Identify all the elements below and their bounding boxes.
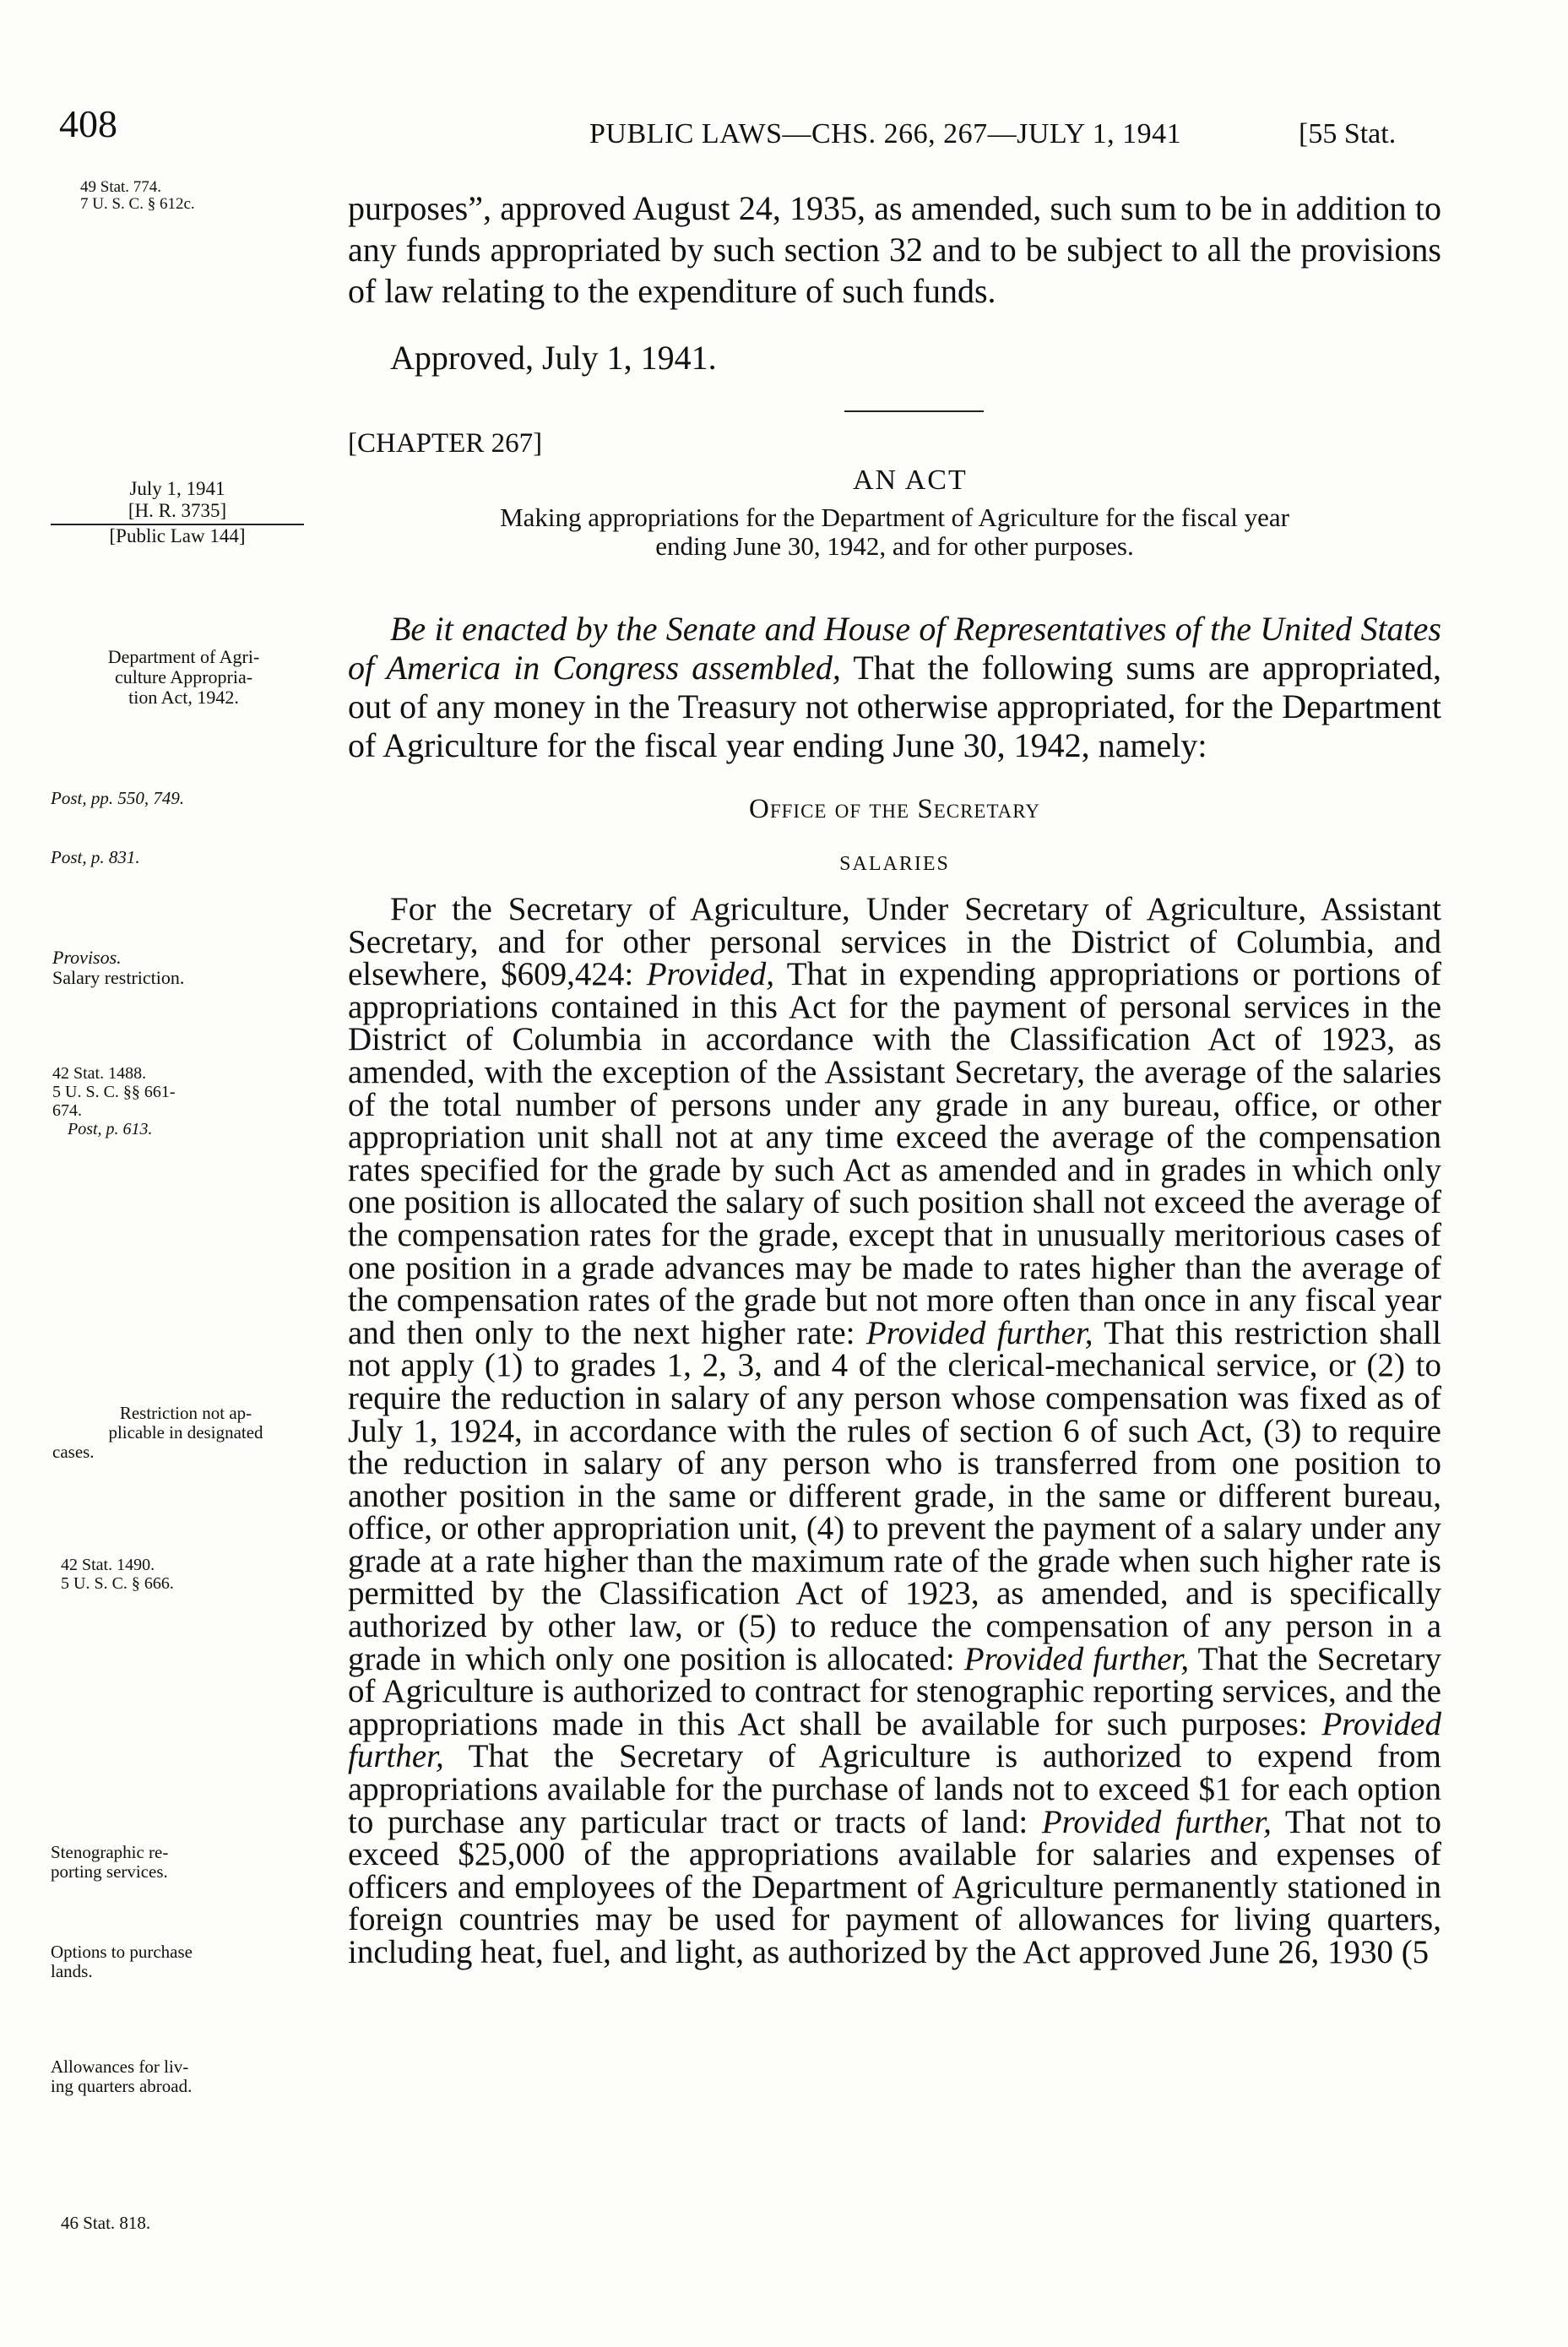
margin-note-line: Post, p. 613. — [68, 1120, 153, 1138]
margin-note-line: 5 U. S. C. §§ 661- — [52, 1083, 176, 1101]
volume-reference: [55 Stat. — [1299, 118, 1397, 149]
margin-note-line: 5 U. S. C. § 666. — [61, 1574, 174, 1593]
margin-restriction — [42, 1404, 329, 1462]
margin-citation-line: 49 Stat. 774. — [80, 178, 162, 196]
margin-citation-allowances: 46 Stat. 818. — [61, 2213, 151, 2233]
running-title: PUBLIC LAWS—CHS. 266, 267—JULY 1, 1941 — [589, 118, 1182, 149]
margin-note-line: culture Appropria- — [114, 666, 253, 687]
bill-number: [H. R. 3735] — [128, 500, 227, 521]
margin-note-line: Options to purchase — [51, 1942, 193, 1962]
proviso-phrase: Provided further, — [865, 1314, 1093, 1351]
margin-options — [51, 1942, 329, 1981]
proviso-phrase: Provided further, — [348, 1705, 1441, 1775]
salaries-heading: SALARIES — [839, 853, 950, 875]
margin-note-line: Restriction not ap- — [119, 1403, 252, 1423]
salaries-text: That the Secretary of Agriculture is authorized to expend from appropriations available for the purchase of lands not to exceed $1 for each option to purchase any particular tract or tracts of land: — [348, 1738, 1441, 1840]
margin-note-line: tion Act, 1942. — [128, 687, 239, 708]
margin-citation-top — [80, 179, 359, 213]
salaries-text: That the Secretary of Agriculture is authorized to contract for stenographic reporting services, and the appropriations made in this Act shall be available for such purposes: — [348, 1640, 1441, 1742]
margin-citation-line: 7 U. S. C. § 612c. — [80, 195, 195, 213]
chapter-divider — [844, 410, 984, 412]
enacting-formula: Be it enacted by the Senate and House of Representatives of the United States of America in Congress assembled, — [348, 610, 1441, 687]
margin-note-line: Post, pp. 550, 749. — [51, 788, 185, 808]
margin-note-line: ing quarters abroad. — [51, 2076, 193, 2096]
margin-citation-rules — [61, 1556, 339, 1593]
margin-note-line: Provisos. — [52, 947, 122, 968]
proviso-phrase: Provided, — [646, 956, 774, 993]
margin-note-line: plicable in designated — [108, 1422, 263, 1442]
enacting-clause — [348, 610, 1441, 765]
margin-citation-classification — [52, 1064, 331, 1138]
act-date: July 1, 1941 — [129, 478, 225, 499]
salaries-paragraph — [348, 891, 1441, 1970]
margin-post-1 — [51, 788, 329, 808]
margin-note-line: Salary restriction. — [52, 967, 185, 988]
previous-chapter-paragraph: purposes”, approved August 24, 1935, as amended, such sum to be in addition to any funds appropriated by such section 32 and to be subject to all the provisions of law relating to the expenditure of such funds. — [348, 189, 1441, 310]
margin-note-line: 674. — [52, 1101, 82, 1120]
margin-bill-info — [34, 478, 321, 547]
approval-line: Approved, July 1, 1941. — [390, 339, 717, 377]
margin-note-line: 42 Stat. 1488. — [52, 1064, 147, 1083]
chapter-label: [CHAPTER 267] — [348, 428, 543, 459]
margin-note-line: Allowances for liv- — [51, 2056, 189, 2077]
margin-note-line: Post, p. 831. — [51, 847, 140, 867]
purpose-line: Making appropriations for the Department of Agriculture for the fiscal year — [500, 503, 1289, 532]
act-heading: AN ACT — [853, 465, 968, 496]
page-number: 408 — [59, 102, 117, 145]
salaries-text: For the Secretary of Agriculture, Under Secretary of Agriculture, Assistant Secretary, and for other personal services in the District of Columbia, and elsewhere, $609,424: — [348, 891, 1441, 993]
margin-note-line: porting services. — [51, 1861, 168, 1882]
margin-note-line: Department of Agri- — [107, 646, 260, 667]
purpose-line: ending June 30, 1942, and for other purposes. — [655, 531, 1134, 561]
public-law-number: [Public Law 144] — [51, 524, 304, 547]
margin-act-name — [34, 647, 334, 708]
salaries-text: That this restriction shall not apply (1) to grades 1, 2, 3, and 4 of the clerical-mechanical service, or (2) to require the reduction in salary of any person whose compensation was fixed as of July 1, 1924, in accordance with the rules of section 6 of such Act, (3) to require the reduction in salary of any person who is transferred from one position to another position in the same or different grade, in the same or different bureau, office, or other appropriation unit, (4) to prevent the payment of a salary under any grade at a rate higher than the maximum rate of the grade when such higher rate is permitted by the Classification Act of 1923, as amended, and is specifically authorized by other law, or (5) to reduce the compensation of any person in a grade in which only one position is allocated: — [348, 1314, 1441, 1677]
act-purpose — [348, 503, 1441, 561]
margin-post-2 — [51, 847, 329, 867]
margin-stenographic — [51, 1843, 329, 1882]
margin-note-line: lands. — [51, 1961, 93, 1981]
proviso-phrase: Provided further, — [963, 1640, 1190, 1677]
enacting-text: That the following sums are appropriated, out of any money in the Treasury not otherwise appropriated, for the Department of Agriculture for the fiscal year ending June 30, 1942, namely: — [348, 649, 1441, 764]
salaries-text: That in expending appropriations or portions of appropriations contained in this Act for the payment of personal services in the District of Columbia in accordance with the Classification Act of 1923, as amended, with the exception of the Assistant Secretary, the average of the salaries of the total number of persons under any grade in any bureau, office, or other appropriation unit shall not at any time exceed the average of the compensation rates specified for the grade by such Act as amended and in grades in which only one position is allocated the salary of such position shall not exceed the average of the compensation rates for the grade, except that in unusually meritorious cases of one position in a grade advances may be made to rates higher than the average of the compensation rates of the grade but not more often than once in any fiscal year and then only to the next higher rate: — [348, 956, 1441, 1351]
margin-note-line: Stenographic re- — [51, 1842, 169, 1862]
margin-provisos — [52, 948, 331, 988]
proviso-phrase: Provided further, — [1041, 1803, 1272, 1840]
margin-note-line: cases. — [52, 1442, 95, 1462]
margin-note-line: 42 Stat. 1490. — [61, 1556, 155, 1574]
office-heading: Office of the Secretary — [749, 794, 1040, 824]
salaries-text: That not to exceed $25,000 of the appropriations available for salaries and expenses of officers and employees of the Department of Agriculture permanently stationed in foreign countries may be used for payment of allowances for living quarters, including heat, fuel, and light, as authorized by the Act approved June 26, 1930 (5 — [348, 1803, 1441, 1970]
margin-allowances — [51, 2057, 329, 2096]
